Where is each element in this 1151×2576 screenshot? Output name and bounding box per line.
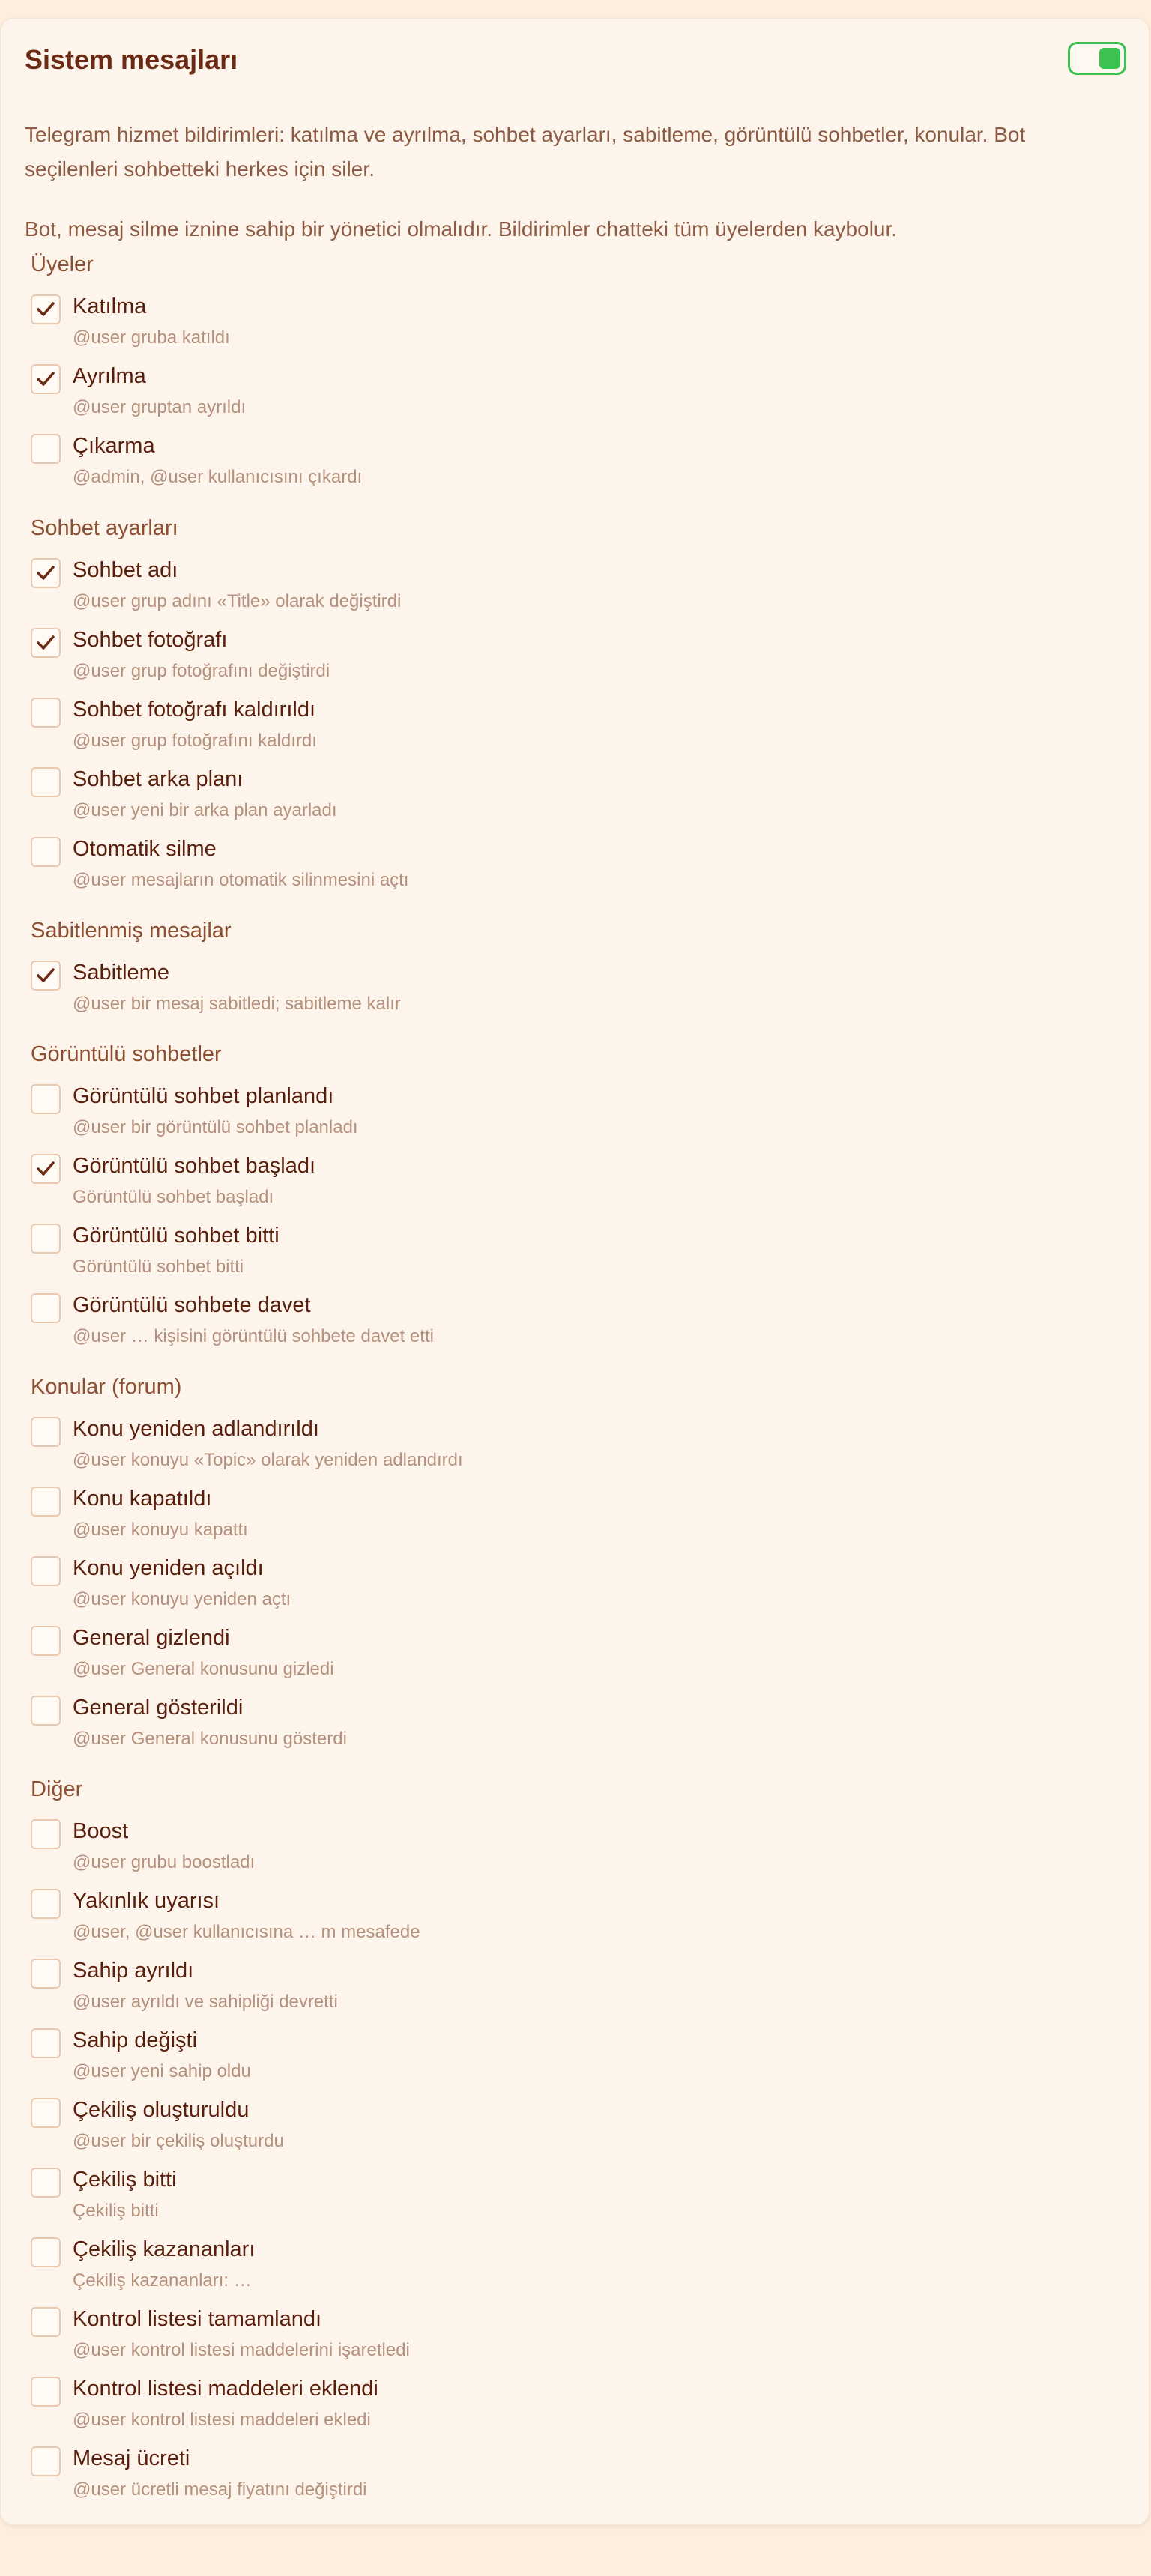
checkbox[interactable] (31, 434, 61, 464)
option-example: @user … kişisini görüntülü sohbete davet etti (73, 1326, 434, 1346)
option-example: @user kontrol listesi maddelerini işaretledi (73, 2340, 410, 2360)
option-label: Sabitleme (73, 961, 169, 985)
checkbox[interactable] (31, 364, 61, 394)
option-example: @user gruptan ayrıldı (73, 397, 247, 417)
option-example: @user ücretli mesaj fiyatını değiştirdi (73, 2479, 367, 2500)
option-example: @user bir çekiliş oluşturdu (73, 2131, 284, 2151)
checkbox[interactable] (31, 961, 61, 991)
checkbox[interactable] (31, 2098, 61, 2128)
option-example: @user ayrıldı ve sahipliği devretti (73, 1992, 338, 2012)
option-auto-delete[interactable] (31, 834, 1080, 897)
checkbox[interactable] (31, 1889, 61, 1919)
checkbox[interactable] (31, 1696, 61, 1726)
option-label: Kontrol listesi tamamlandı (73, 2307, 322, 2331)
checkbox[interactable] (31, 1959, 61, 1989)
description-paragraph-1: Telegram hizmet bildirimleri: katılma ve ayrılma, sohbet ayarları, sabitleme, görüntülü sohbetler, konular. Bot seçilenleri sohbetteki herkes için siler. (25, 123, 1026, 181)
checkbox[interactable] (31, 1417, 61, 1447)
checkbox[interactable] (31, 2307, 61, 2337)
checkmark-icon (36, 967, 55, 985)
option-label: Kontrol listesi maddeleri eklendi (73, 2377, 378, 2401)
checkbox[interactable] (31, 1487, 61, 1517)
option-label: Çekiliş bitti (73, 2168, 177, 2192)
option-label: Mesaj ücreti (73, 2446, 190, 2470)
checkbox[interactable] (31, 1154, 61, 1184)
section-title-members: Üyeler (31, 253, 94, 276)
option-label: Konu kapatıldı (73, 1487, 212, 1511)
option-example: @user yeni bir arka plan ayarladı (73, 800, 337, 820)
checkbox[interactable] (31, 1224, 61, 1254)
checkbox[interactable] (31, 698, 61, 728)
option-proximity-alert[interactable] (31, 1886, 1080, 1949)
option-label: General gizlendi (73, 1626, 230, 1650)
option-label: Sohbet adı (73, 558, 178, 582)
option-leave[interactable] (31, 361, 1080, 424)
toggle-knob (1099, 48, 1120, 69)
option-topic-reopened[interactable] (31, 1553, 1080, 1616)
option-example: @user konuyu yeniden açtı (73, 1589, 291, 1609)
system-messages-toggle[interactable] (1068, 42, 1126, 75)
checkbox[interactable] (31, 767, 61, 797)
option-example: @admin, @user kullanıcısını çıkardı (73, 467, 363, 487)
option-example: @user konuyu «Topic» olarak yeniden adlandırdı (73, 1450, 463, 1470)
option-label: Sahip değişti (73, 2028, 198, 2052)
checkbox[interactable] (31, 1626, 61, 1656)
option-example: @user kontrol listesi maddeleri ekledi (73, 2410, 371, 2430)
option-example: Görüntülü sohbet bitti (73, 1257, 244, 1277)
section-title-pinned: Sabitlenmiş mesajlar (31, 919, 232, 943)
option-label: Sohbet fotoğrafı (73, 628, 228, 652)
system-messages-card (0, 18, 1150, 2525)
checkbox[interactable] (31, 2237, 61, 2267)
option-owner-changed[interactable] (31, 2025, 1080, 2088)
option-label: Görüntülü sohbet başladı (73, 1154, 316, 1178)
page-title: Sistem mesajları (25, 44, 238, 75)
option-example: @user bir görüntülü sohbet planladı (73, 1117, 358, 1137)
section-title-other: Diğer (31, 1777, 83, 1801)
option-chat-background[interactable] (31, 764, 1080, 827)
option-label: Çekiliş oluşturuldu (73, 2098, 250, 2122)
option-boost[interactable] (31, 1816, 1080, 1879)
checkbox[interactable] (31, 1293, 61, 1323)
option-example: @user, @user kullanıcısına … m mesafede (73, 1922, 420, 1942)
option-label: Konu yeniden açıldı (73, 1556, 264, 1580)
option-topic-renamed[interactable] (31, 1414, 1080, 1477)
checkbox[interactable] (31, 2168, 61, 2198)
checkbox[interactable] (31, 2446, 61, 2476)
option-giveaway-created[interactable] (31, 2095, 1080, 2158)
option-kick[interactable] (31, 431, 1080, 494)
option-label: Boost (73, 1819, 129, 1843)
option-video-chat-ended[interactable] (31, 1221, 1080, 1284)
option-label: Çekiliş kazananları (73, 2237, 256, 2261)
option-label: Görüntülü sohbet planlandı (73, 1084, 334, 1108)
option-general-shown[interactable] (31, 1693, 1080, 1756)
option-label: Yakınlık uyarısı (73, 1889, 220, 1913)
option-example: Görüntülü sohbet başladı (73, 1187, 274, 1207)
option-pin[interactable] (31, 958, 1080, 1021)
checkmark-icon (36, 300, 55, 318)
option-giveaway-winners[interactable] (31, 2234, 1080, 2297)
option-video-chat-started[interactable] (31, 1151, 1080, 1214)
option-label: Otomatik silme (73, 837, 217, 861)
option-video-chat-invite[interactable] (31, 1290, 1080, 1353)
option-checklist-items-added[interactable] (31, 2374, 1080, 2437)
option-example: @user grubu boostladı (73, 1852, 256, 1872)
checkmark-icon (36, 564, 55, 582)
option-example: @user grup fotoğrafını kaldırdı (73, 731, 317, 751)
checkmark-icon (36, 370, 55, 388)
option-chat-title[interactable] (31, 555, 1080, 618)
option-topic-closed[interactable] (31, 1484, 1080, 1546)
checkbox[interactable] (31, 558, 61, 588)
option-checklist-done[interactable] (31, 2304, 1080, 2367)
option-label: Görüntülü sohbet bitti (73, 1224, 280, 1248)
option-chat-photo-removed[interactable] (31, 695, 1080, 758)
checkbox[interactable] (31, 294, 61, 324)
description-paragraph-2: Bot, mesaj silme iznine sahip bir yönetici olmalıdır. Bildirimler chatteki tüm üyelerden kaybolur. (25, 217, 898, 241)
option-owner-left[interactable] (31, 1956, 1080, 2019)
option-example: @user gruba katıldı (73, 327, 230, 348)
checkbox[interactable] (31, 837, 61, 867)
option-example: @user bir mesaj sabitledi; sabitleme kalır (73, 994, 401, 1014)
checkbox[interactable] (31, 2377, 61, 2407)
option-general-hidden[interactable] (31, 1623, 1080, 1686)
option-example: @user konuyu kapattı (73, 1520, 248, 1540)
option-join[interactable] (31, 291, 1080, 354)
option-giveaway-ended[interactable] (31, 2165, 1080, 2228)
option-example: @user grup adını «Title» olarak değiştirdi (73, 591, 402, 611)
checkbox[interactable] (31, 2028, 61, 2058)
option-example: Çekiliş bitti (73, 2201, 159, 2221)
section-title-video-chats: Görüntülü sohbetler (31, 1042, 222, 1066)
option-example: @user General konusunu gizledi (73, 1659, 334, 1679)
option-label: Sohbet arka planı (73, 767, 244, 791)
option-label: Çıkarma (73, 434, 155, 458)
option-message-fee[interactable] (31, 2443, 1080, 2506)
checkmark-icon (36, 1160, 55, 1178)
option-label: Ayrılma (73, 364, 146, 388)
option-example: @user grup fotoğrafını değiştirdi (73, 661, 330, 681)
option-video-chat-scheduled[interactable] (31, 1081, 1080, 1144)
option-example: Çekiliş kazananları: … (73, 2270, 252, 2291)
option-chat-photo[interactable] (31, 625, 1080, 688)
option-label: Sohbet fotoğrafı kaldırıldı (73, 698, 316, 722)
checkbox[interactable] (31, 628, 61, 658)
option-label: Sahip ayrıldı (73, 1959, 194, 1983)
checkmark-icon (36, 634, 55, 652)
section-title-topics: Konular (forum) (31, 1375, 182, 1399)
option-example: @user mesajların otomatik silinmesini açtı (73, 870, 409, 890)
checkbox[interactable] (31, 1556, 61, 1586)
option-label: Konu yeniden adlandırıldı (73, 1417, 319, 1441)
option-example: @user yeni sahip oldu (73, 2061, 251, 2081)
option-label: Katılma (73, 294, 147, 318)
section-title-chat-settings: Sohbet ayarları (31, 516, 178, 540)
option-example: @user General konusunu gösterdi (73, 1729, 347, 1749)
option-label: Görüntülü sohbete davet (73, 1293, 311, 1317)
checkbox[interactable] (31, 1819, 61, 1849)
option-label: General gösterildi (73, 1696, 244, 1720)
checkbox[interactable] (31, 1084, 61, 1114)
